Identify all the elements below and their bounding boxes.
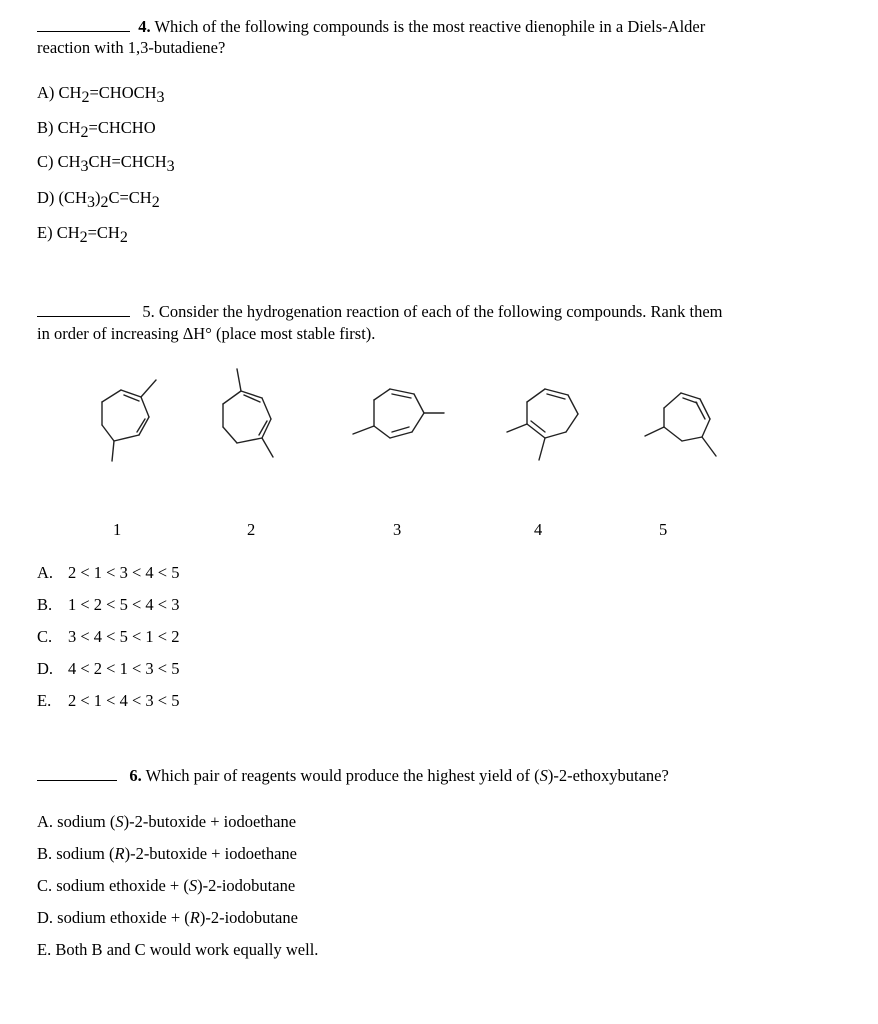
q6-option-b[interactable]: B. sodium (R)-2-butoxide + iodoethane: [37, 844, 297, 863]
compound-label-3: 3: [393, 520, 402, 539]
q6-option-c[interactable]: C. sodium ethoxide + (S)-2-iodobutane: [37, 876, 296, 895]
q6-option-a[interactable]: A. sodium (S)-2-butoxide + iodoethane: [37, 812, 297, 831]
q5-option-a[interactable]: A. 2 < 1 < 3 < 4 < 5: [37, 563, 180, 582]
q6-option-d[interactable]: D. sodium ethoxide + (R)-2-iodobutane: [37, 908, 298, 927]
q5-option-e[interactable]: E. 2 < 1 < 4 < 3 < 5: [37, 691, 180, 710]
q6-question-text: Which pair of reagents would produce the highest yield of (S)-2-ethoxybutane?: [145, 766, 669, 785]
q4-number: 4.: [138, 17, 151, 36]
q5-header-line2: in order of increasing ΔH° (place most stable first).: [37, 324, 376, 343]
compound-label-4: 4: [534, 520, 543, 539]
q6-option-e[interactable]: E. Both B and C would work equally well.: [37, 940, 319, 959]
q5-question-text: Consider the hydrogenation reaction of each of the following compounds. Rank them: [158, 302, 723, 321]
q4-option-d[interactable]: D) $(CH_3)_2C=CH_2$: [37, 188, 160, 211]
q4-option-a[interactable]: A) $CH_2=CHOCH_3$: [37, 83, 165, 106]
molecule-5-structure-icon: [0, 0, 878, 480]
q4-option-b[interactable]: B) $CH_2=CHCHO$: [37, 118, 156, 141]
compound-label-1: 1: [113, 520, 122, 539]
q5-option-d[interactable]: D. 4 < 2 < 1 < 3 < 5: [37, 659, 180, 678]
q5-option-b[interactable]: B. 1 < 2 < 5 < 4 < 3: [37, 595, 180, 614]
q4-header-line2: reaction with 1,3-butadiene?: [37, 38, 226, 57]
q5-option-c[interactable]: C. 3 < 4 < 5 < 1 < 2: [37, 627, 180, 646]
q6-header: [37, 766, 669, 786]
q4-option-c[interactable]: C) $CH_3CH=CHCH_3$: [37, 152, 175, 175]
q5-number: 5.: [142, 302, 155, 321]
q6-answer-blank[interactable]: [37, 766, 117, 781]
q6-number: 6.: [129, 766, 142, 785]
compound-label-5: 5: [659, 520, 668, 539]
q4-option-e[interactable]: E) $CH_2=CH_2$: [37, 223, 128, 246]
compound-label-2: 2: [247, 520, 256, 539]
q4-question-text: Which of the following compounds is the most reactive dienophile in a Diels-Alder: [154, 17, 706, 36]
